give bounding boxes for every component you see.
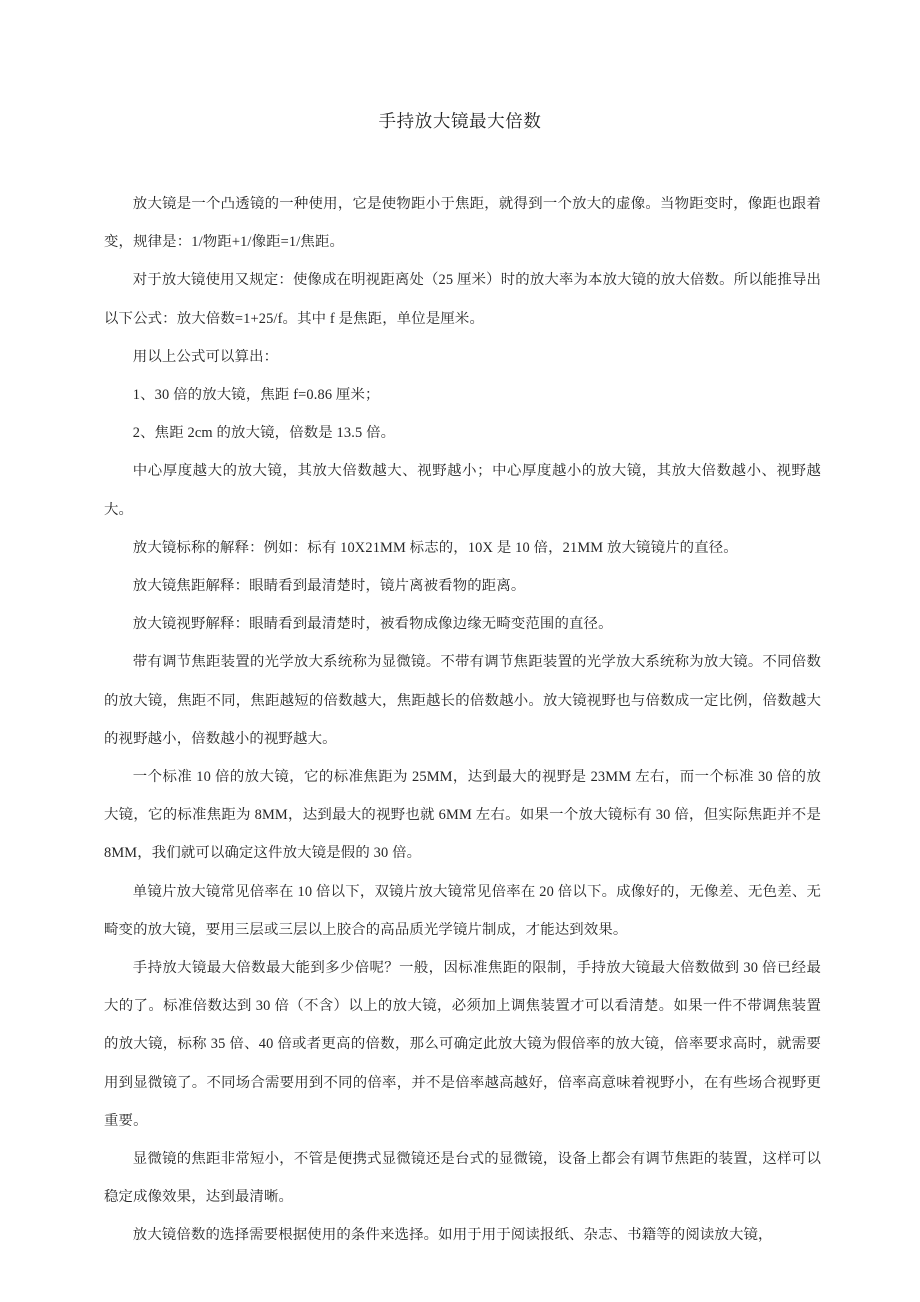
paragraph-13: 放大镜倍数的选择需要根据使用的条件来选择。如用于用于阅读报纸、杂志、书籍等的阅读放大镜，: [132, 1227, 773, 1244]
paragraph-3: 用以上公式可以算出：: [132, 348, 279, 365]
paragraph-2: 对于放大镜使用又规定：使像成在明视距离处（25 厘米）时的放大率为本放大镜的放大倍数。所以能推导出以下公式：放大倍数=1+25/f。其中 f 是焦距，单位是厘米。: [104, 272, 821, 327]
paragraph-11: 手持放大镜最大倍数最大能到多少倍呢？一般，因标准焦距的限制，手持放大镜最大倍数做到 30 倍已经最大的了。标准倍数达到 30 倍（不含）以上的放大镜，必须加上调焦装置才可以看清楚。如果一件不带调焦装置的放大镜，标称 35 倍、40 倍或者更高的倍数，那么可确定此放大镜为假倍率的放大镜，倍率要求高时，就需要用到显微镜了。不同场合需要用到不同的倍率，并不是倍率越高越好，倍率高意味着视野小，在有些场合视野更重要。: [104, 960, 821, 1129]
paragraph-7: 放大镜视野解释：眼睛看到最清楚时，被看物成像边缘无畸变范围的直径。: [132, 616, 613, 633]
paragraph-12: 显微镜的焦距非常短小，不管是便携式显微镜还是台式的显微镜，设备上都会有调节焦距的装置，这样可以稳定成像效果，达到最清晰。: [104, 1151, 821, 1206]
paragraph-5: 放大镜标称的解释：例如：标有 10X21MM 标志的，10X 是 10 倍，21MM 放大镜镜片的直径。: [132, 539, 738, 556]
document-body: [104, 185, 821, 1255]
list-item-2: 2、焦距 2cm 的放大镜，倍数是 13.5 倍。: [132, 425, 396, 442]
page-title: 手持放大镜最大倍数: [378, 111, 542, 131]
paragraph-8: 带有调节焦距装置的光学放大系统称为显微镜。不带有调节焦距装置的光学放大系统称为放大镜。不同倍数的放大镜，焦距不同，焦距越短的倍数越大，焦距越长的倍数越小。放大镜视野也与倍数成一定比例，倍数越大的视野越小，倍数越小的视野越大。: [104, 654, 821, 747]
list-item-1: 1、30 倍的放大镜，焦距 f=0.86 厘米；: [132, 387, 380, 404]
paragraph-1: 放大镜是一个凸透镜的一种使用，它是使物距小于焦距，就得到一个放大的虚像。当物距变时，像距也跟着变，规律是：1/物距+1/像距=1/焦距。: [104, 196, 821, 251]
paragraph-6: 放大镜焦距解释：眼睛看到最清楚时，镜片离被看物的距离。: [132, 578, 526, 595]
paragraph-4: 中心厚度越大的放大镜，其放大倍数越大、视野越小；中心厚度越小的放大镜，其放大倍数越小、视野越大。: [104, 463, 821, 518]
paragraph-10: 单镜片放大镜常见倍率在 10 倍以下，双镜片放大镜常见倍率在 20 倍以下。成像好的，无像差、无色差、无畸变的放大镜，要用三层或三层以上胶合的高品质光学镜片制成，才能达到效果。: [104, 883, 821, 938]
paragraph-9: 一个标准 10 倍的放大镜，它的标准焦距为 25MM，达到最大的视野是 23MM 左右，而一个标准 30 倍的放大镜，它的标准焦距为 8MM，达到最大的视野也就 6MM 左右。如果一个放大镜标有 30 倍，但实际焦距并不是 8MM，我们就可以确定这件放大镜是假的 30 倍。: [104, 769, 821, 862]
